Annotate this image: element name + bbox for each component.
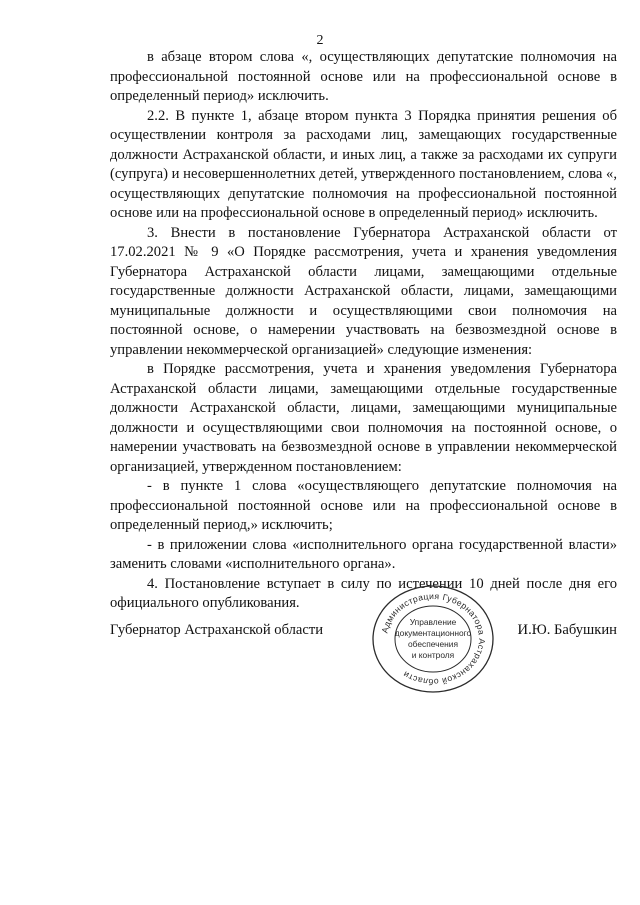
signer-name: И.Ю. Бабушкин	[517, 622, 617, 638]
paragraph-4: в Порядке рассмотрения, учета и хранения уведомления Губернатора Астраханской области лицами, замещающими отдельные государственные должности Астраханской области, лицами, замещающими муниципальные должности и осуществляющими свои полномочия на постоянной основе, о намерении участвовать на безвозмездной основе в управлении некоммерческой организацией, утвержденном постановлением:	[110, 361, 617, 475]
page-number: 2	[316, 33, 324, 48]
seal-center-line-3: обеспечения	[408, 639, 458, 649]
seal-center-line-2: документационного	[394, 628, 472, 638]
paragraph-5: - в пункте 1 слова «осуществляющего депутатские полномочия на профессиональной постоянной основе или на профессиональной основе в определенный период,» исключить;	[110, 478, 617, 533]
paragraph-7: 4. Постановление вступает в силу по истечении 10 дней после дня его официального опубликования.	[110, 575, 617, 611]
seal-center-line-1: Управление	[409, 617, 457, 627]
signer-title: Губернатор Астраханской области	[110, 622, 324, 638]
seal-center-line-4: и контроля	[411, 650, 455, 660]
paragraph-6: - в приложении слова «исполнительного органа государственной власти» заменить словами «исполнительного органа».	[110, 536, 617, 572]
paragraph-2: 2.2. В пункте 1, абзаце втором пункта 3 Порядка принятия решения об осуществлении контроля за расходами лиц, замещающих государственные должности Астраханской области, и иных лиц, а также за расходами их супруги (супруга) и несовершеннолетних детей, утвержденного постановлением, слова «, осуществляющих депутатские полномочия на профессиональной постоянной основе или на профессиональной основе в определенный период» исключить.	[110, 107, 617, 221]
signature-block	[110, 622, 617, 646]
paragraph-1: в абзаце втором слова «, осуществляющих депутатские полномочия на профессиональной постоянной основе или на профессиональной основе в определенный период» исключить.	[110, 49, 617, 104]
paragraph-3: 3. Внести в постановление Губернатора Астраханской области от 17.02.2021 № 9 «О Порядке рассмотрения, учета и хранения уведомления Губернатора Астраханской области лицами, замещающими отдельные государственные должности Астраханской области, лицами, замещающими муниципальные должности и осуществляющими свои полномочия на постоянной основе, о намерении участвовать на безвозмездной основе в управлении некоммерческой организацией» следующие изменения:	[110, 224, 617, 358]
document-body	[110, 48, 617, 614]
seal-ring-text: Администрация Губернатора Астраханской области	[379, 590, 488, 688]
